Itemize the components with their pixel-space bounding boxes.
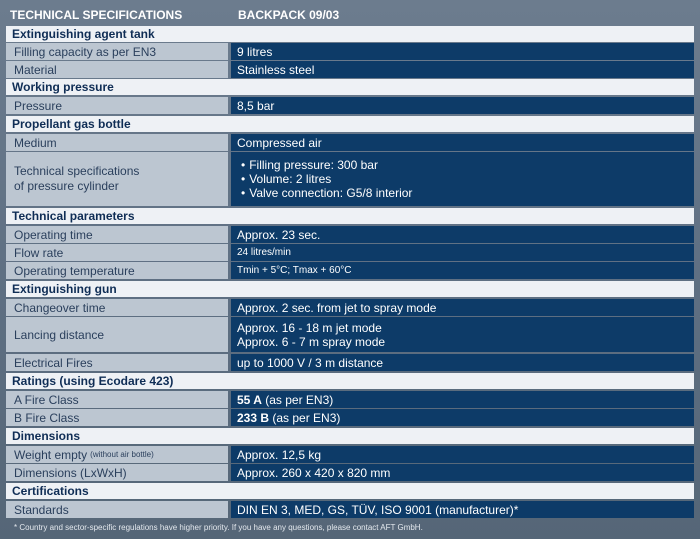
row-dimensions (6, 464, 694, 481)
row-label: Electrical Fires (6, 354, 228, 371)
table-header (6, 6, 694, 24)
row-label: Pressure (6, 97, 228, 114)
rating-standard: (as per EN3) (261, 392, 334, 407)
section-dimensions: Dimensions (6, 428, 694, 444)
row-value: Approx. 260 x 420 x 820 mm (231, 464, 694, 481)
rating-standard: (as per EN3) (269, 410, 341, 425)
row-value: Tmin + 5°C; Tmax + 60°C (231, 262, 694, 279)
header-title: TECHNICAL SPECIFICATIONS (10, 8, 183, 22)
section-propellant: Propellant gas bottle (6, 116, 694, 132)
row-pressure (6, 97, 694, 114)
row-value-line: Approx. 6 - 7 m spray mode (237, 334, 386, 349)
row-standards (6, 501, 694, 518)
section-extinguishing-gun: Extinguishing gun (6, 281, 694, 297)
list-item: • Filling pressure: 300 bar (241, 158, 412, 172)
row-filling-capacity (6, 43, 694, 60)
row-label-line: Technical specifications (14, 164, 140, 178)
row-value: Stainless steel (231, 61, 694, 78)
row-label (6, 446, 228, 463)
row-label: Flow rate (6, 244, 228, 261)
row-value: 8,5 bar (231, 97, 694, 114)
row-label: Operating time (6, 226, 228, 243)
rating-value: 233 B (237, 410, 270, 425)
row-label: B Fire Class (6, 409, 228, 426)
row-material (6, 61, 694, 78)
row-operating-temperature (6, 262, 694, 279)
row-label: Operating temperature (6, 262, 228, 279)
row-label: Changeover time (6, 299, 228, 316)
row-label: Medium (6, 134, 228, 151)
row-label-note: (without air bottle) (90, 450, 154, 459)
header-product: BACKPACK 09/03 (238, 8, 340, 22)
list-item: • Volume: 2 litres (241, 172, 412, 186)
row-value: Approx. 23 sec. (231, 226, 694, 243)
section-certifications: Certifications (6, 483, 694, 499)
row-label: Standards (6, 501, 228, 518)
row-lancing-distance (6, 317, 694, 352)
row-label: Lancing distance (6, 317, 228, 352)
row-value (231, 152, 694, 206)
row-label: Material (6, 61, 228, 78)
row-a-fire-class (6, 391, 694, 408)
list-item: • Valve connection: G5/8 interior (241, 186, 412, 200)
row-value (231, 391, 694, 408)
row-value-line: Approx. 16 - 18 m jet mode (237, 320, 382, 335)
section-technical-parameters: Technical parameters (6, 208, 694, 224)
row-value: DIN EN 3, MED, GS, TÜV, ISO 9001 (manufacturer)* (231, 501, 694, 518)
row-weight-empty (6, 446, 694, 463)
row-value (231, 409, 694, 426)
row-label: A Fire Class (6, 391, 228, 408)
section-tank: Extinguishing agent tank (6, 26, 694, 42)
footnote: * Country and sector-specific regulations have higher priority. If you have any questions, please contact AFT GmbH. (14, 523, 423, 532)
row-label-line: of pressure cylinder (14, 179, 119, 193)
row-label-text: Weight empty (14, 447, 88, 462)
row-value: 24 litres/min (231, 244, 694, 261)
row-value: 9 litres (231, 43, 694, 60)
row-value: Approx. 12,5 kg (231, 446, 694, 463)
row-value: up to 1000 V / 3 m distance (231, 354, 694, 371)
row-label: Dimensions (LxWxH) (6, 464, 228, 481)
row-value: Approx. 2 sec. from jet to spray mode (231, 299, 694, 316)
row-label (6, 152, 228, 206)
section-pressure: Working pressure (6, 79, 694, 95)
cylinder-spec-list (237, 158, 412, 200)
row-value: Compressed air (231, 134, 694, 151)
row-flow-rate (6, 244, 694, 261)
row-label: Filling capacity as per EN3 (6, 43, 228, 60)
row-operating-time (6, 226, 694, 243)
row-cylinder-specs (6, 152, 694, 206)
section-ratings: Ratings (using Ecodare 423) (6, 373, 694, 389)
row-electrical-fires (6, 354, 694, 371)
row-changeover-time (6, 299, 694, 316)
rating-value: 55 A (237, 392, 262, 407)
row-medium (6, 134, 694, 151)
row-value (231, 317, 694, 352)
row-b-fire-class (6, 409, 694, 426)
